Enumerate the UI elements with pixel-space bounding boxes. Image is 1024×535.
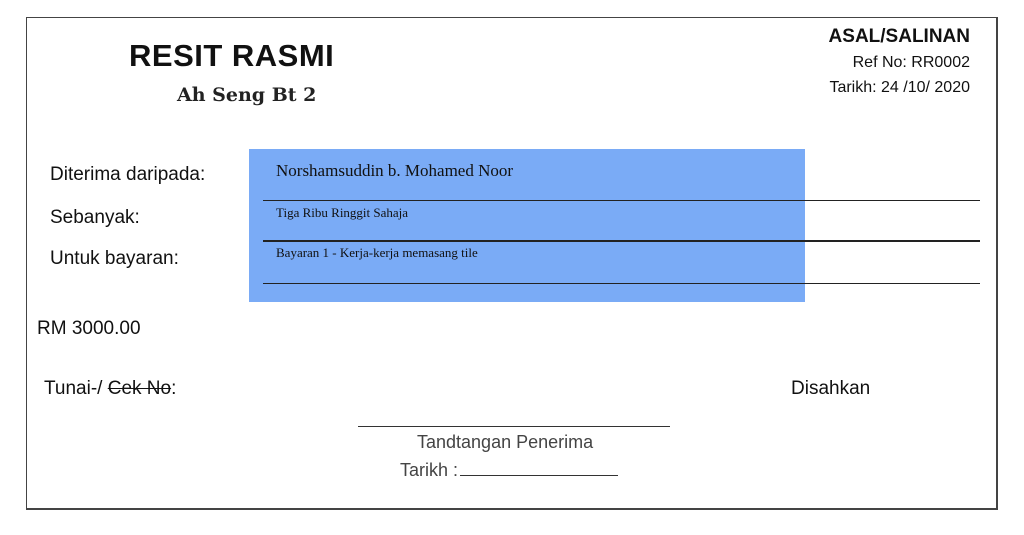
signature-caption: Tandtangan Penerima (417, 432, 594, 452)
received-from-value: Norshamsuddin b. Mohamed Noor (276, 161, 514, 180)
payment-for-line (263, 283, 980, 284)
receipt (26, 17, 998, 510)
copy-type: ASAL/SALINAN (828, 26, 970, 47)
payment-for-value: Bayaran 1 - Kerja-kerja memasang tile (276, 245, 478, 260)
amount-words-line (263, 240, 980, 242)
method-separator: -/ (90, 378, 108, 399)
approved-label: Disahkan (791, 378, 871, 399)
receipt-title: RESIT RASMI (129, 38, 335, 73)
payment-method (44, 378, 176, 400)
amount-words-label: Sebanyak: (50, 207, 140, 228)
payment-for-label: Untuk bayaran: (50, 248, 179, 269)
signature-line (358, 426, 670, 427)
signature-date (400, 460, 618, 481)
received-from-line (263, 200, 980, 201)
signature-date-line (460, 461, 618, 476)
cheque-option: Cek No (107, 378, 172, 399)
signature-date-label: Tarikh : (400, 460, 459, 480)
ref-number: Ref No: RR0002 (852, 54, 970, 71)
method-colon: : (171, 378, 177, 399)
company-name: Ah Seng Bt 2 (177, 84, 317, 106)
received-from-label: Diterima daripada: (50, 164, 206, 185)
amount-words-value: Tiga Ribu Ringgit Sahaja (276, 205, 409, 220)
cash-option: Tunai (44, 378, 91, 399)
receipt-date: Tarikh: 24 /10/ 2020 (829, 79, 970, 96)
amount-figure: RM 3000.00 (37, 318, 141, 339)
